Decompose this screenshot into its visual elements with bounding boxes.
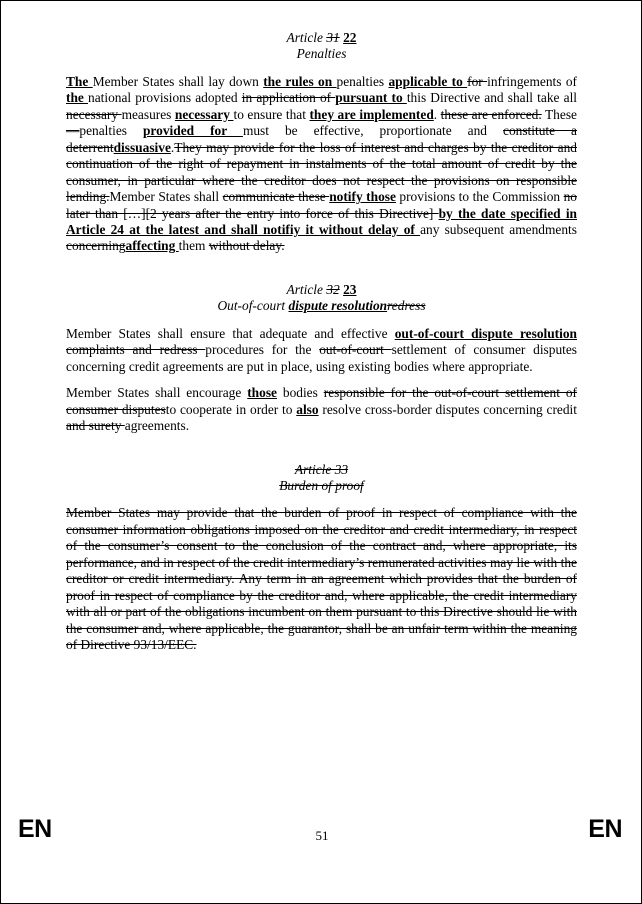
text-run: penalties [336,73,389,89]
language-code-right: EN [588,815,622,843]
page-content [66,30,577,654]
text-run: Member States shall lay down [92,73,264,89]
text-run: measures [121,106,175,122]
deleted-text: out-of-court [319,342,392,358]
inserted-text: dissuasive [113,139,171,155]
deleted-text: and surety [66,418,125,434]
inserted-text: affecting [125,238,179,254]
text-run: penalties [79,123,143,139]
text-run: this Directive and shall take all [406,90,578,106]
deleted-text: for [467,73,488,89]
text-run: resolve cross-border disputes concerning credit [318,401,577,417]
text-run: them [178,238,209,254]
deleted-text: concerning [66,238,126,254]
inserted-text: the rules on [263,73,337,89]
deleted-text: responsible for the out-of-court settlement of consumer disputes [66,385,578,417]
text-run: . [433,106,441,122]
deleted-text: without delay. [208,238,285,254]
text-run: provisions to the Commission [395,189,564,205]
deleted-text: constitute a deterrent [66,123,578,155]
language-code-left: EN [18,815,52,843]
deleted-text: — [66,123,80,139]
deleted-text: these are enforced. [440,106,542,122]
inserted-text: also [296,401,319,417]
inserted-text: The [66,73,93,89]
deleted-text: redress [387,298,426,314]
article-number-deleted: 32 [326,281,340,297]
deleted-text: complaints and redress [66,342,206,358]
article-word: Article [286,281,323,297]
text-run: bodies [276,385,324,401]
article-title: Penalties [296,46,347,62]
article-number-inserted: 22 [343,30,357,45]
inserted-text: dispute resolution [288,298,388,314]
text-run: procedures for the [205,342,320,358]
deleted-text: necessary [66,106,122,122]
text-run: Member States shall ensure that adequate and effective [66,325,395,341]
inserted-text: notify those [329,189,396,205]
inserted-text: provided for [142,123,243,139]
text-run: These [541,106,577,122]
article-number-deleted: 31 [326,30,340,45]
text-run: infringements of [487,73,577,89]
text-run: national provisions adopted [88,90,242,106]
article-word: Article [286,30,323,45]
deleted-text: in application of [241,90,336,106]
inserted-text: the [66,90,88,106]
text-run: to cooperate in order to [165,401,297,417]
article-heading [66,282,577,298]
deleted-text: Member States may provide that the burden of proof in respect of compliance with the consumer information obligations imposed on the creditor and credit intermediary, in respect of the consumer’s consent to the conclusion of the contract and, where appropriate, its performance, and in respect of the credit intermediary’s remunerated activities may lie with the creditor or credit intermediary. Any term in an agreement which provides that the burden of proof in respect of compliance by the creditor and, where applicable, the credit intermediary with all or part of the obligations incumbent on them pursuant to this Directive should lie with the consumer and, where applicable, the guarantor, shall be an unfair term within the meaning of Directive 93/13/EEC. [66,505,577,653]
article-title [66,298,577,314]
article-paragraph [66,74,577,255]
article-heading: Article 33 [294,461,349,477]
page-number: 51 [315,828,329,843]
inserted-text: necessary [174,106,234,122]
inserted-text: out-of-court dispute resolution [394,325,578,341]
text-run: settlement of consumer disputes concerning credit agreements are put in place, using existing bodies where appropriate. [66,342,578,374]
article-22 [66,30,577,255]
article-23 [66,282,577,435]
article-heading [66,30,577,46]
text-run: . [170,139,175,155]
inserted-text: applicable to [388,73,468,89]
text-run: agreements. [124,418,190,434]
deleted-text: They may provide for the loss of interest and charges by the creditor and continuation of the right of repayment in instalments of the total amount of credit by the consumer, in particular where the creditor does not respect the provisions on responsible lending. [66,139,577,205]
text-run: any subsequent amendments [420,221,577,237]
article-paragraph [66,505,577,653]
inserted-text: pursuant to [335,90,407,106]
article-paragraph [66,385,577,434]
text-run: to ensure that [233,106,310,122]
text-run: Member States shall encourage [66,385,248,401]
article-paragraph [66,326,577,375]
deleted-text: communicate these [222,189,330,205]
deleted-text: no later than […][2 years after the entry into force of this Directive] [66,189,577,221]
text-run: Member States shall [109,189,223,205]
text-run: must be effective, proportionate and [242,123,503,139]
article-title: Burden of proof [279,477,364,493]
inserted-text: they are implemented [309,106,434,122]
article-33-deleted [66,462,577,654]
inserted-text: those [247,385,277,401]
article-number-inserted: 23 [343,281,357,297]
inserted-text: by the date specified in Article 24 at the latest and shall notifiy it without delay of [66,205,577,237]
text-run: Out-of-court [217,298,289,314]
